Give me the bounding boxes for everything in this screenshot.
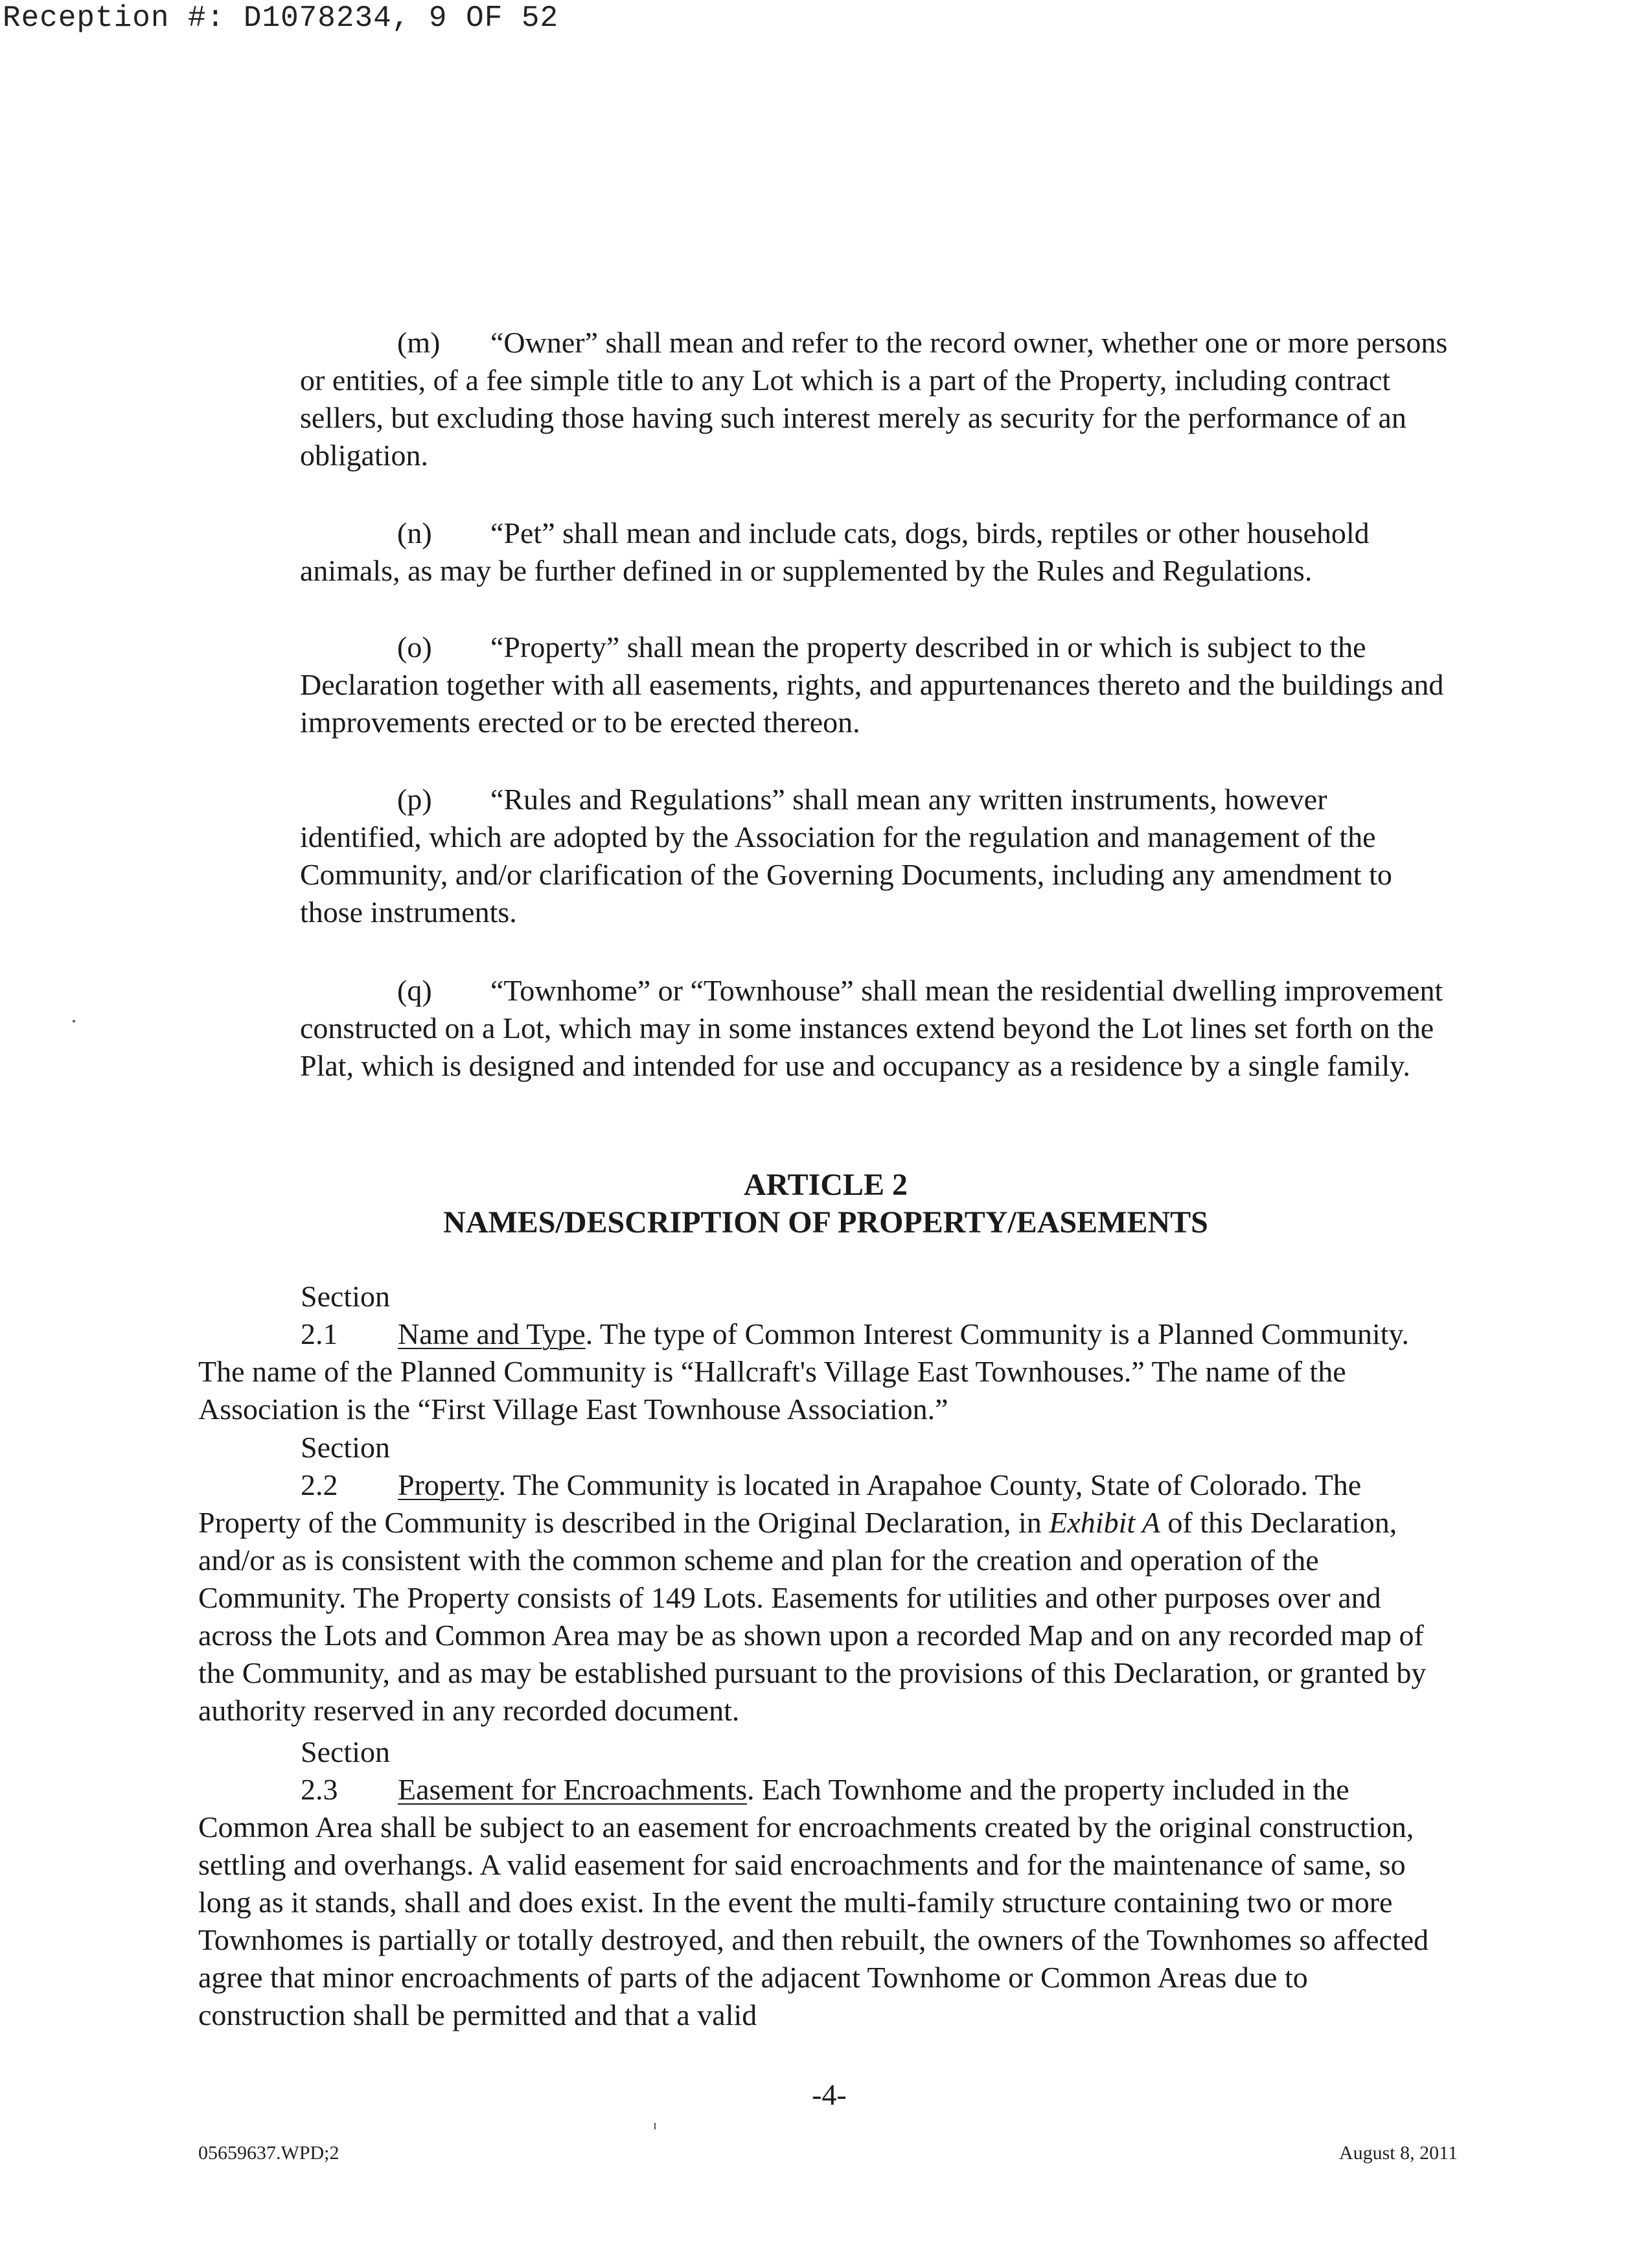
definition-term: “Pet”: [490, 516, 555, 549]
definition-body: improvement constructed on a Lot, which may in some instances extend beyond the Lot lines set forth on the Plat, which is designed and intended for use and occupancy as a residence by a single family.: [300, 974, 1443, 1082]
article-number: ARTICLE 2: [743, 1168, 908, 1202]
section-body-start: The Community is located in Arapahoe County, State of: [512, 1468, 1182, 1501]
scan-speck: [73, 1020, 75, 1023]
definition-body: persons or entities, of a fee simple title to any Lot which is a part of the Property, including contract sellers, but excluding those having such interest merely as security for the performance of an obligation.: [300, 326, 1448, 472]
definition-lead: shall mean and refer to the record owner, whether one or more: [605, 326, 1349, 359]
section-heading: Name and Type: [398, 1317, 586, 1350]
section-label: Section 2.3: [301, 1735, 390, 1806]
definition-townhome: [300, 972, 1453, 1085]
section-2-1: Section 2.1 Name and Type. The type of Common Interest Community is a Planned Community. The name of the Planned Community is “Hallcraft's Village East Townhouses.” The name of the Association is the “First Village East Townhouse Association.”: [198, 1278, 1453, 1428]
definition-label: (o): [397, 630, 432, 664]
reception-header: Reception #: D1078234, 9 OF 52: [3, 1, 559, 35]
definition-label: (n): [397, 516, 432, 549]
document-date: August 8, 2011: [1338, 2142, 1458, 2164]
section-body-start: The type of Common Interest Community is a Planned: [599, 1317, 1254, 1350]
definition-term: “Townhome” or “Townhouse”: [490, 974, 854, 1007]
definition-term: “Property”: [490, 630, 620, 664]
definition-body: identified, which are adopted by the Association for the regulation and management of the Community, and/or clarification of the Governing Documents, including any amendment to those instruments.: [300, 820, 1392, 929]
definition-lead: shall mean any written instruments, however: [792, 783, 1327, 816]
definition-owner: [300, 324, 1453, 474]
section-body-start: Each Townhome and the property included: [762, 1773, 1275, 1806]
section-heading: Easement for Encroachments: [398, 1773, 747, 1806]
definition-term: “Owner”: [490, 326, 599, 359]
section-label: Section 2.2: [301, 1431, 390, 1501]
definition-lead: shall mean and include cats, dogs, birds, reptiles or other household: [562, 516, 1370, 549]
definition-rules-and-regulations: [300, 781, 1453, 931]
definition-term: “Rules and Regulations”: [490, 783, 785, 816]
definition-pet: [300, 515, 1453, 590]
section-body-continued: of this Declaration, and/or as is consistent with the common scheme and plan for the creation and operation of the Community. The Property consists of 149 Lots. Easements for utilities and other purposes over and across the Lots and Common Area may be as shown upon a recorded Map and on any recorded map of the Community, and as may be established pursuant to the provisions of this Declaration, or granted by authority reserved in any recorded document.: [198, 1506, 1427, 1727]
page-number: -4-: [812, 2078, 847, 2111]
section-2-2: Section 2.2 Property. The Community is located in Arapahoe County, State of Colorado. The Property of the Community is described in the Original Declaration, in Exhibit A of this Declaration, and/or as is consistent with the common scheme and plan for the creation and operation of the Community. The Property consists of 149 Lots. Easements for utilities and other purposes over and across the Lots and Common Area may be as shown upon a recorded Map and on any recorded map of the Community, and as may be established pursuant to the provisions of this Declaration, or granted by authority reserved in any recorded document.: [198, 1429, 1453, 1729]
definition-lead: shall mean the residential dwelling: [861, 974, 1277, 1007]
section-label: Section 2.1: [301, 1280, 390, 1350]
section-body: Community. The name of the Planned Community is “Hallcraft's Village East Townhouses.” The name of the Association is the “First Village East Townhouse Association.”: [198, 1317, 1410, 1426]
section-heading: Property: [398, 1468, 499, 1501]
article-title: NAMES/DESCRIPTION OF PROPERTY/EASEMENTS: [443, 1205, 1208, 1240]
section-body: in the Common Area shall be subject to an easement for encroachments created by the original construction, settling and overhangs. A valid easement for said encroachments and for the maintenance of same, so long as it stands, shall and does exist. In the event the multi-family structure containing two or more Townhomes is partially or totally destroyed, and then rebuilt, the owners of the Townhomes so affected agree that minor encroachments of parts of the adjacent Townhome or Common Areas due to construction shall be permitted and that a valid: [198, 1773, 1429, 2031]
definition-label: (m): [397, 326, 441, 359]
definition-property: [300, 629, 1453, 741]
definition-label: (p): [397, 783, 432, 816]
section-2-3: Section 2.3 Easement for Encroachments. Each Townhome and the property included in the Common Area shall be subject to an easement for encroachments created by the original construction, settling and overhangs. A valid easement for said encroachments and for the maintenance of same, so long as it stands, shall and does exist. In the event the multi-family structure containing two or more Townhomes is partially or totally destroyed, and then rebuilt, the owners of the Townhomes so affected agree that minor encroachments of parts of the adjacent Townhome or Common Areas due to construction shall be permitted and that a valid: [198, 1733, 1453, 2034]
definition-body: Declaration together with all easements, rights, and appurtenances thereto and the buildings and improvements erected or to be erected thereon.: [300, 668, 1444, 739]
document-id: 05659637.WPD;2: [198, 2142, 339, 2164]
scan-speck: [654, 2123, 656, 2129]
definition-body: animals, as may be further defined in or supplemented by the Rules and Regulations.: [300, 554, 1313, 587]
definition-label: (q): [397, 974, 432, 1007]
exhibit-reference: Exhibit A: [1049, 1506, 1160, 1539]
definition-lead: shall mean the property described in or which is subject to the: [626, 630, 1366, 664]
section-body: Colorado. The Property of the Community is described in the Original Declaration, in: [198, 1468, 1362, 1539]
